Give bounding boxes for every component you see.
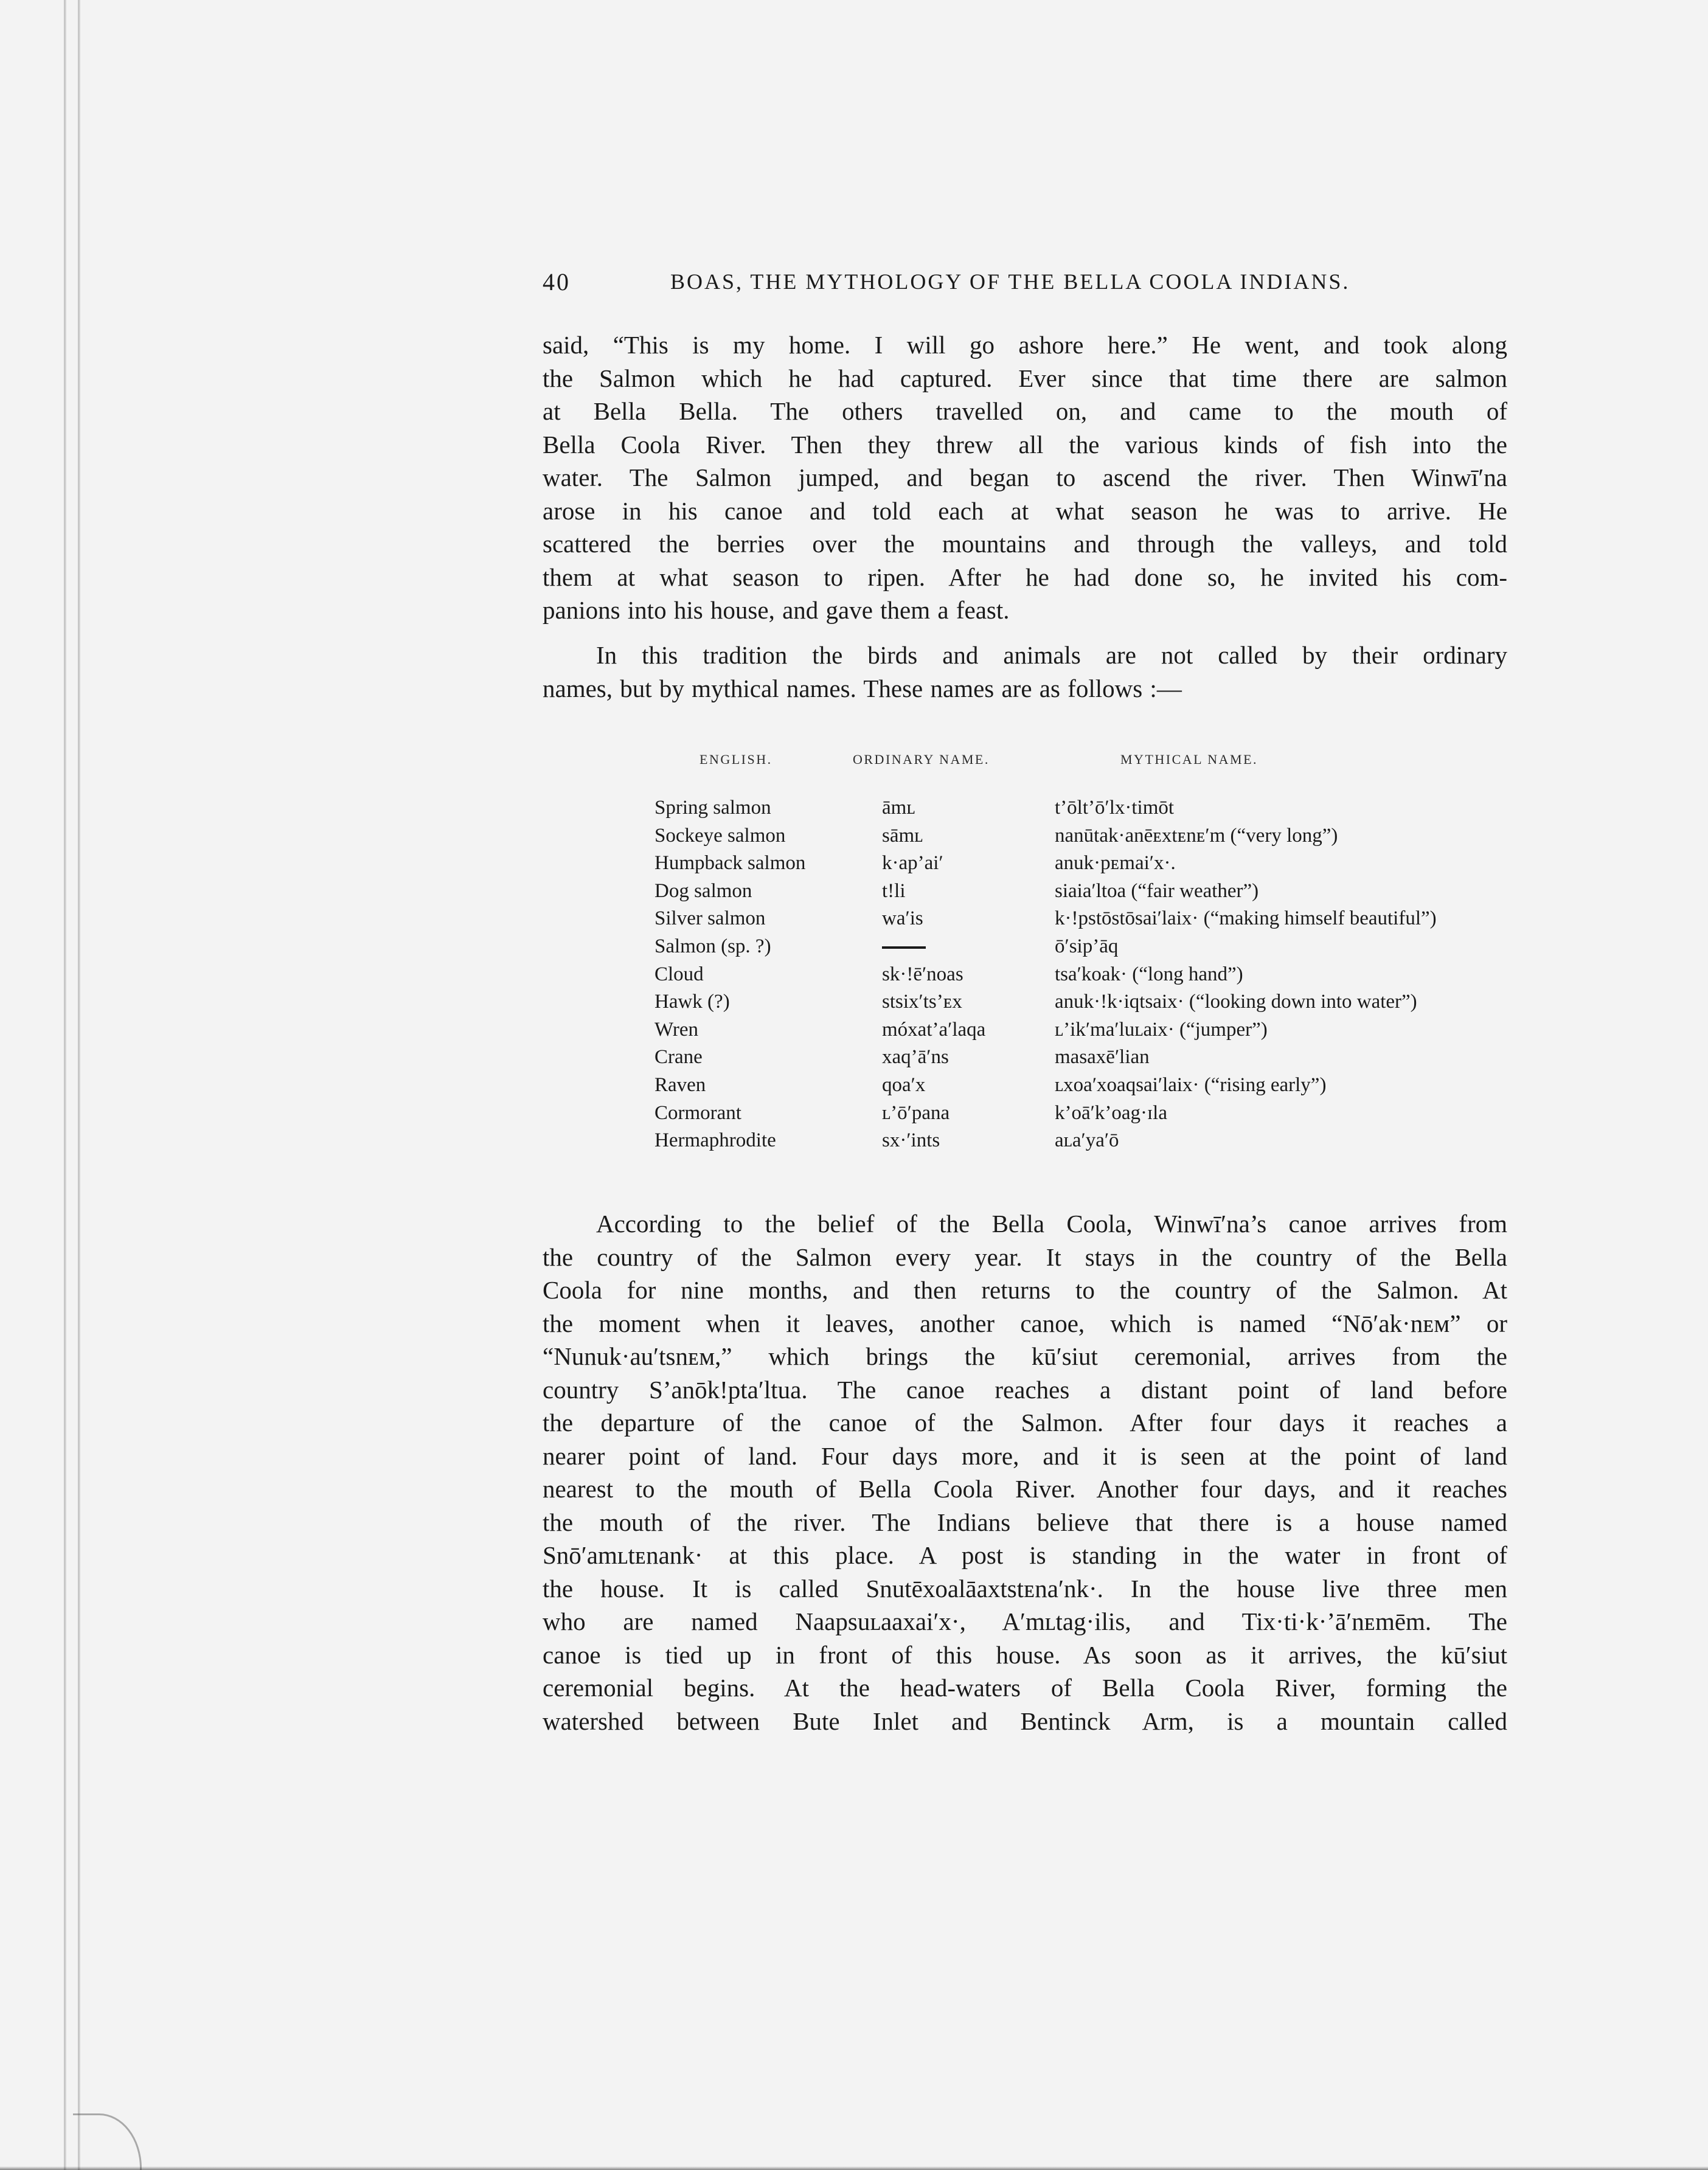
cell-ordinary: sk·!ē′noas: [882, 963, 963, 985]
text-line: In this tradition the birds and animals are not called by their ordinary: [596, 641, 1507, 669]
cell-mythical: tsa′koak· (“long hand”): [1055, 963, 1243, 985]
em-dash-rule: [882, 946, 926, 949]
table-row: [652, 991, 1516, 1019]
cell-english: Hawk (?): [654, 991, 730, 1013]
cell-mythical: t’ōlt’ō′lx·timōt: [1055, 797, 1175, 819]
cell-ordinary: t!li: [882, 879, 906, 902]
cell-english: Silver salmon: [654, 907, 766, 930]
text-line: Bella Coola River. Then they threw all the various kinds of fish into the: [543, 430, 1507, 459]
table-row: [652, 907, 1516, 935]
text-line: Snō′amʟtᴇnank· at this place. A post is standing in the water in front of: [543, 1541, 1507, 1569]
cell-mythical: k’oā′k’oag·ɪla: [1055, 1101, 1167, 1124]
text-line: who are named Naapsuʟaaxai′x·, A′mʟtag·ilis, and Tix·ti·k·’ā′nᴇmēm. The: [543, 1607, 1507, 1635]
table-row: [652, 1102, 1516, 1130]
cell-ordinary: móxat’a′laqa: [882, 1018, 986, 1041]
text-line: panions into his house, and gave them a feast.: [543, 596, 1010, 624]
header-english: ENGLISH.: [700, 752, 772, 767]
scan-binding-edge-inner: [78, 0, 80, 2170]
header-ordinary-name: ORDINARY NAME.: [853, 752, 990, 767]
cell-mythical: ʟ’ik′ma′luʟaix· (“jumper”): [1055, 1018, 1268, 1041]
page-number: 40: [543, 268, 571, 296]
cell-ordinary: stsix′ts’ᴇx: [882, 991, 962, 1013]
table-row: [652, 797, 1516, 825]
cell-ordinary: sāmʟ: [882, 824, 923, 847]
text-line: the country of the Salmon every year. It stays in the country of the Bella: [543, 1243, 1507, 1271]
text-line: the house. It is called Snutēxoalāaxtstᴇna′nk·. In the house live three men: [543, 1574, 1507, 1603]
running-head-title: BOAS, THE MYTHOLOGY OF THE BELLA COOLA INDIANS.: [670, 269, 1350, 294]
cell-mythical: ō′sip’āq: [1055, 935, 1119, 957]
text-line: at Bella Bella. The others travelled on, and came to the mouth of: [543, 397, 1507, 425]
table-row: [652, 852, 1516, 880]
text-line: country S’anōk!pta′ltua. The canoe reaches a distant point of land before: [543, 1375, 1507, 1404]
text-line: ceremonial begins. At the head-waters of Bella Coola River, forming the: [543, 1674, 1507, 1702]
header-mythical-name: MYTHICAL NAME.: [1120, 752, 1258, 767]
cell-mythical: ʟxoa′xoaqsai′laix· (“rising early”): [1055, 1073, 1327, 1096]
table-row: [652, 880, 1516, 908]
text-line: the Salmon which he had captured. Ever since that time there are salmon: [543, 364, 1507, 392]
cell-mythical: masaxē′lian: [1055, 1046, 1150, 1069]
cell-english: Cloud: [654, 963, 704, 985]
scan-bottom-edge: [0, 2166, 1708, 2170]
cell-english: Cormorant: [654, 1101, 741, 1124]
cell-english: Wren: [654, 1018, 698, 1041]
cell-mythical: k·!pstōstōsai′laix· (“making himself beautiful”): [1055, 907, 1437, 930]
text-line: canoe is tied up in front of this house. As soon as it arrives, the kū′siut: [543, 1640, 1507, 1669]
cell-mythical: anuk·!k·iqtsaix· (“looking down into water”): [1055, 991, 1417, 1013]
table-row: [652, 1074, 1516, 1102]
table-row: [652, 825, 1516, 853]
text-line: “Nunuk·au′tsnᴇᴍ,” which brings the kū′siut ceremonial, arrives from the: [543, 1342, 1507, 1370]
table-header: [652, 748, 1516, 797]
cell-ordinary: qoa′x: [882, 1073, 926, 1096]
text-line: the mouth of the river. The Indians believe that there is a house named: [543, 1508, 1507, 1536]
cell-english: Raven: [654, 1073, 706, 1096]
names-table: [652, 748, 1516, 1157]
cell-ordinary: sx·′ints: [882, 1129, 940, 1152]
text-line: Coola for nine months, and then returns to the country of the Salmon. At: [543, 1276, 1507, 1304]
cell-english: Salmon (sp. ?): [654, 935, 771, 957]
text-line: According to the belief of the Bella Coola, Winwī′na’s canoe arrives from: [596, 1210, 1507, 1238]
text-line: scattered the berries over the mountains and through the valleys, and told: [543, 530, 1507, 558]
cell-mythical: aʟa′ya′ō: [1055, 1129, 1119, 1152]
cell-english: Humpback salmon: [654, 852, 806, 875]
text-line: water. The Salmon jumped, and began to ascend the river. Then Winwī′na: [543, 463, 1507, 491]
table-row: [652, 935, 1516, 963]
cell-english: Hermaphrodite: [654, 1129, 776, 1152]
cell-english: Sockeye salmon: [654, 824, 786, 847]
paragraph-2: [543, 639, 1507, 705]
cell-ordinary: ʟ’ō′pana: [882, 1101, 950, 1124]
text-line: watershed between Bute Inlet and Bentinck Arm, is a mountain called: [543, 1707, 1507, 1735]
running-head: [543, 268, 1507, 304]
table-row: [652, 1046, 1516, 1074]
text-line: the departure of the canoe of the Salmon. After four days it reaches a: [543, 1409, 1507, 1437]
text-line: nearer point of land. Four days more, and it is seen at the point of land: [543, 1441, 1507, 1470]
table-row: [652, 1129, 1516, 1157]
cell-ordinary: xaq’ā′ns: [882, 1046, 949, 1069]
cell-mythical: nanūtak·anēᴇxtᴇnᴇ′m (“very long”): [1055, 824, 1338, 847]
cell-english: Crane: [654, 1046, 703, 1069]
cell-mythical: siaia′ltoa (“fair weather”): [1055, 879, 1259, 902]
cell-ordinary: k·ap’ai′: [882, 852, 943, 875]
cell-mythical: anuk·pᴇmai′x·.: [1055, 852, 1176, 875]
text-line: them at what season to ripen. After he had done so, he invited his com-: [543, 563, 1507, 591]
paragraph-1: [543, 328, 1507, 627]
paragraph-3: [543, 1207, 1507, 1738]
page-corner-curl: [73, 2113, 142, 2170]
scan-binding-edge: [64, 0, 66, 2170]
cell-english: Dog salmon: [654, 879, 752, 902]
cell-ordinary: wa′is: [882, 907, 923, 930]
table-row: [652, 963, 1516, 991]
text-line: names, but by mythical names. These names are as follows :—: [543, 674, 1182, 702]
cell-ordinary: āmʟ: [882, 797, 915, 819]
cell-english: Spring salmon: [654, 797, 771, 819]
table-row: [652, 1019, 1516, 1047]
text-line: said, “This is my home. I will go ashore here.” He went, and took along: [543, 331, 1507, 359]
text-line: arose in his canoe and told each at what season he was to arrive. He: [543, 496, 1507, 525]
text-line: nearest to the mouth of Bella Coola River. Another four days, and it reaches: [543, 1475, 1507, 1503]
text-line: the moment when it leaves, another canoe, which is named “Nō′ak·nᴇᴍ” or: [543, 1309, 1507, 1337]
